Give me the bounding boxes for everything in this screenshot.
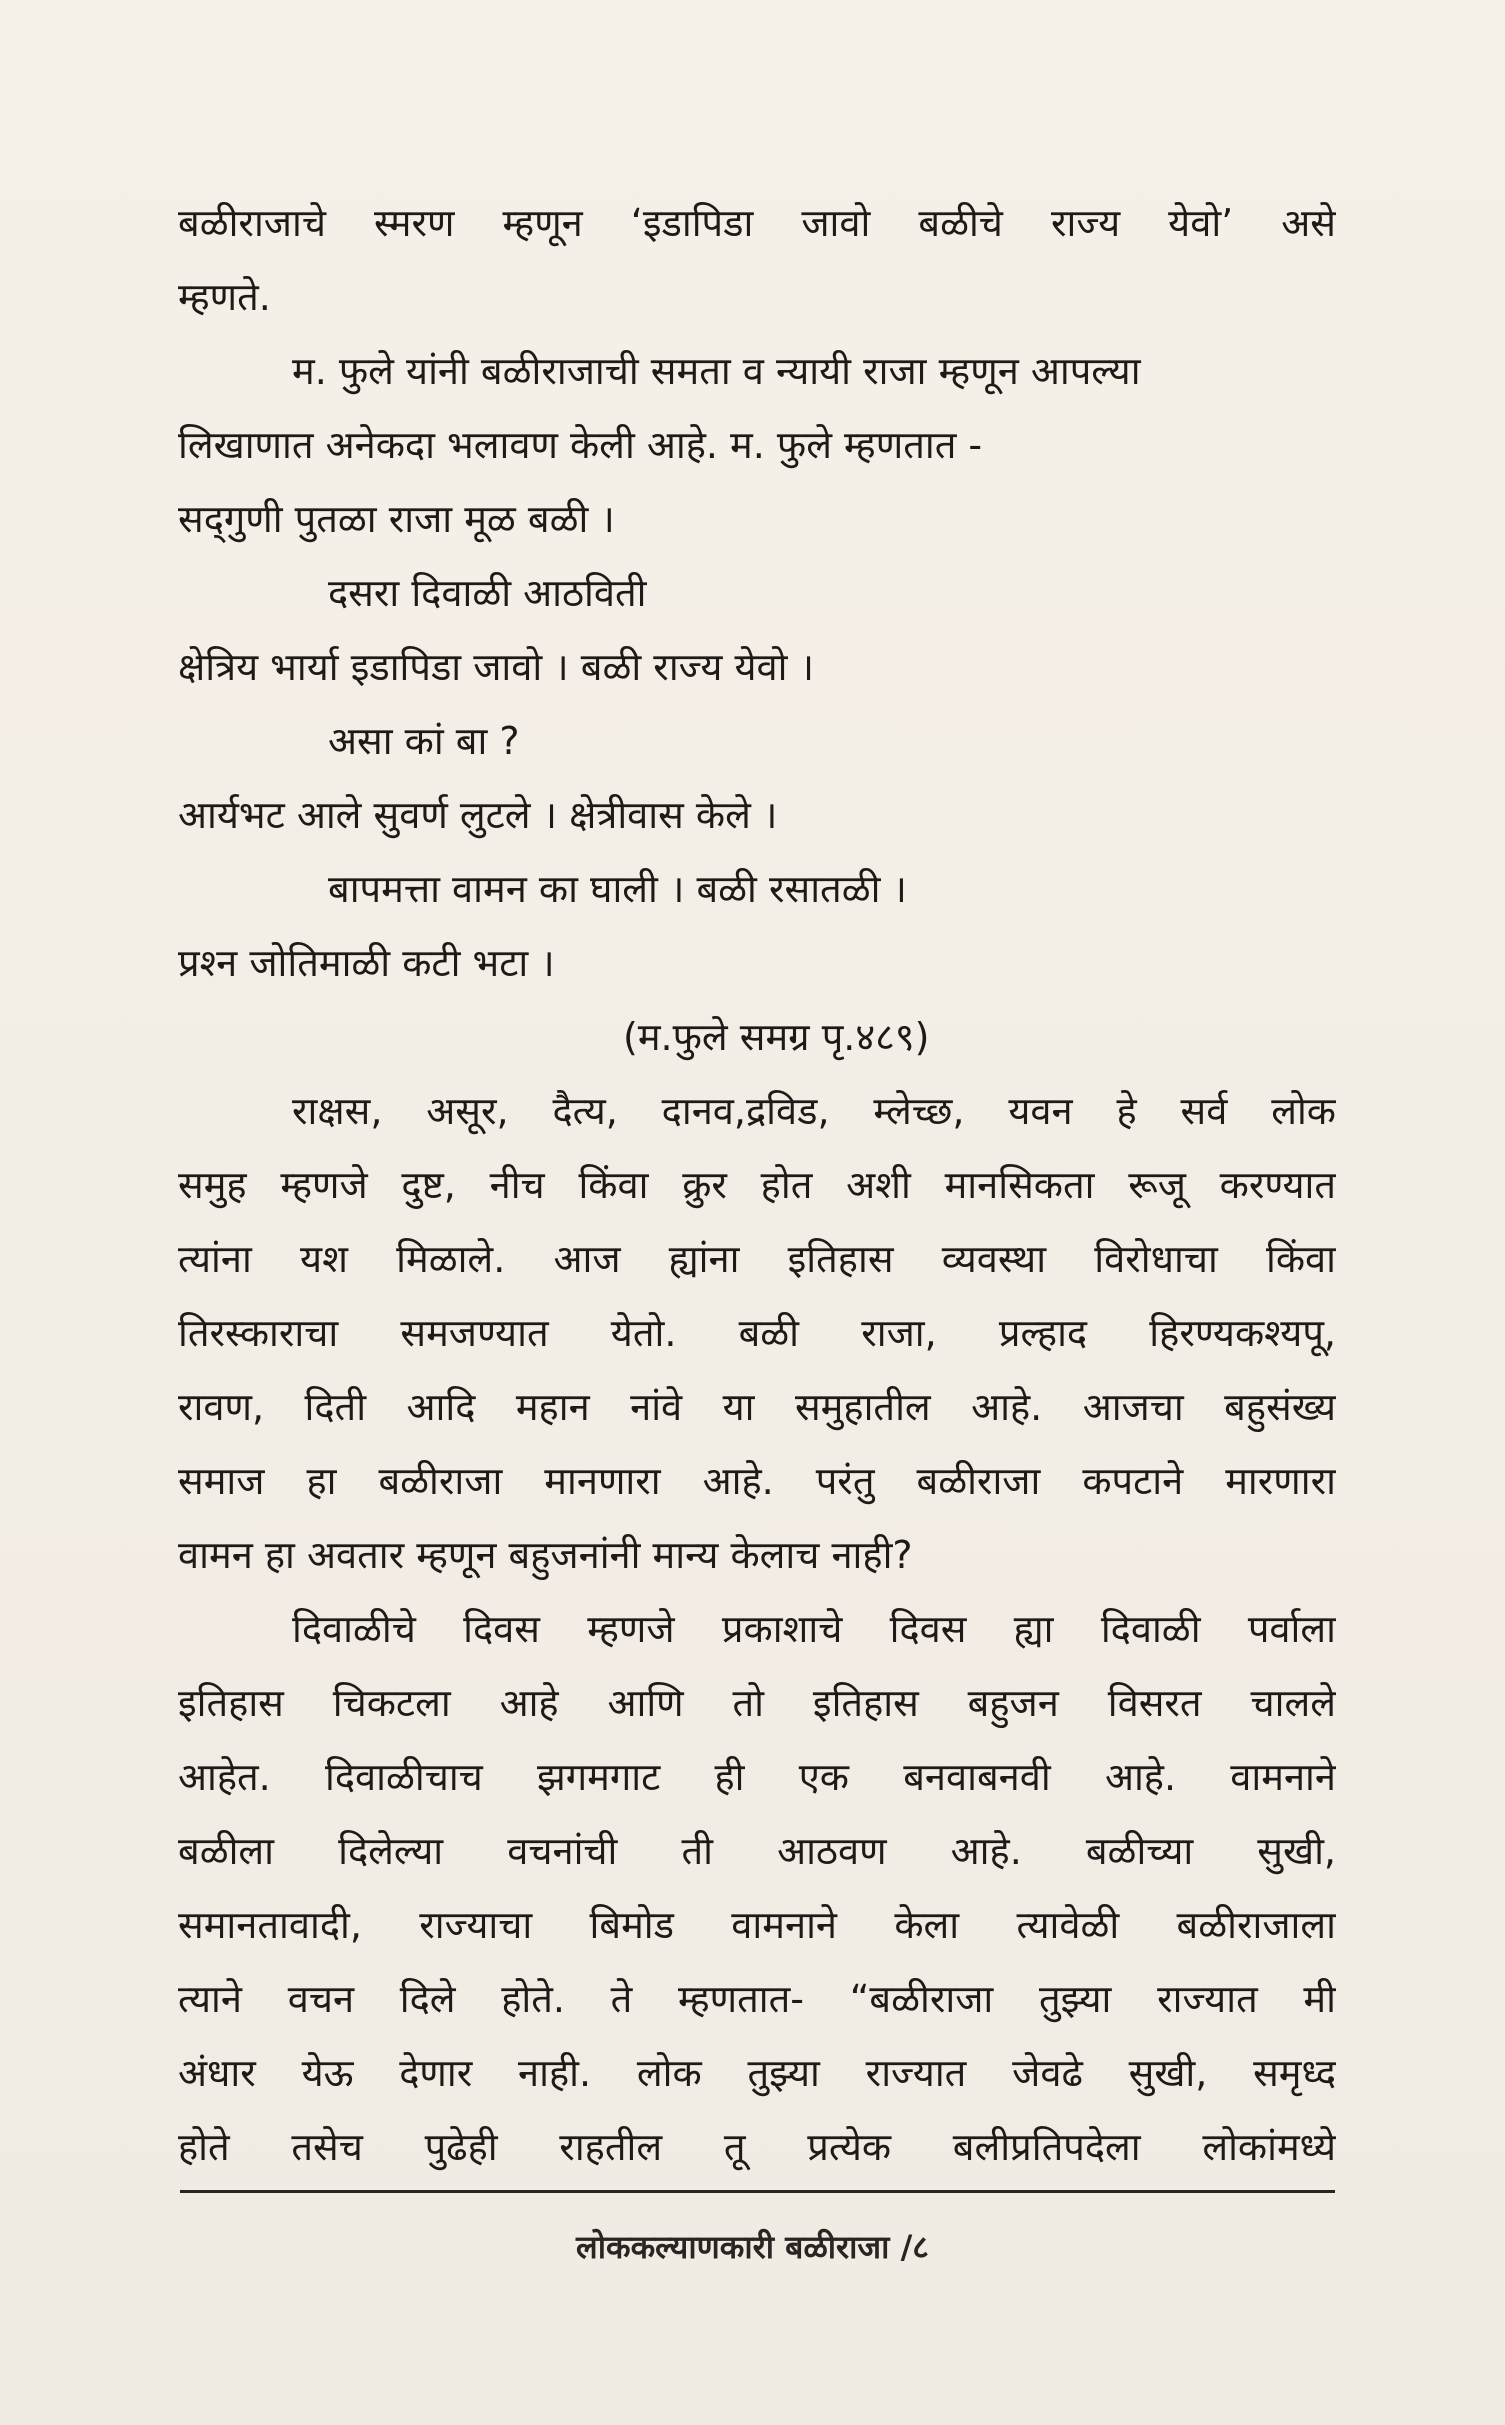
text-line: समाज हा बळीराजा मानणारा आहे. परंतु बळीराजा कपटाने मारणारा xyxy=(178,1459,1336,1503)
text-line: त्याने वचन दिले होते. ते म्हणतात- “बळीराजा तुझ्या राज्यात मी xyxy=(178,1977,1336,2021)
text-line: बळीला दिलेल्या वचनांची ती आठवण आहे. बळीच्या सुखी, xyxy=(178,1829,1336,1873)
verse-line: असा कां बा ? xyxy=(328,719,520,763)
text-line: आहेत. दिवाळीचाच झगमगाट ही एक बनवाबनवी आहे. वामनाने xyxy=(178,1755,1336,1799)
text-line: वामन हा अवतार म्हणून बहुजनांनी मान्य केलाच नाही? xyxy=(178,1533,913,1577)
text-line: तिरस्काराचा समजण्यात येतो. बळी राजा, प्रल्हाद हिरण्यकश्यपू, xyxy=(178,1311,1336,1355)
text-line: त्यांना यश मिळाले. आज ह्यांना इतिहास व्यवस्था विरोधाचा किंवा xyxy=(178,1237,1336,1281)
text-line: अंधार येऊ देणार नाही. लोक तुझ्या राज्यात जेवढे सुखी, समृध्द xyxy=(178,2051,1336,2095)
text-line: समानतावादी, राज्याचा बिमोड वामनाने केला त्यावेळी बळीराजाला xyxy=(178,1903,1336,1947)
page-body-text xyxy=(178,186,1336,2184)
text-line: लिखाणात अनेकदा भलावण केली आहे. म. फुले म्हणतात - xyxy=(178,423,983,467)
text-line: समुह म्हणजे दुष्ट, नीच किंवा क्रुर होत अशी मानसिकता रूजू करण्यात xyxy=(178,1163,1336,1207)
text-line: दिवाळीचे दिवस म्हणजे प्रकाशाचे दिवस ह्या दिवाळी पर्वाला xyxy=(292,1607,1336,1651)
verse-line: क्षेत्रिय भार्या इडापिडा जावो । बळी राज्य येवो । xyxy=(178,645,815,689)
citation: (म.फुले समग्र पृ.४८९) xyxy=(623,1015,930,1059)
verse-line: दसरा दिवाळी आठविती xyxy=(328,571,647,615)
text-line: इतिहास चिकटला आहे आणि तो इतिहास बहुजन विसरत चालले xyxy=(178,1681,1336,1725)
text-line: रावण, दिती आदि महान नांवे या समुहातील आहे. आजचा बहुसंख्य xyxy=(178,1385,1336,1429)
text-line: म्हणते. xyxy=(178,275,271,319)
text-line: होते तसेच पुढेही राहतील तू प्रत्येक बलीप्रतिपदेला लोकांमध्ये xyxy=(178,2125,1336,2169)
verse-line: सद्‌गुणी पुतळा राजा मूळ बळी । xyxy=(178,497,615,541)
text-line: म. फुले यांनी बळीराजाची समता व न्यायी राजा म्हणून आपल्या xyxy=(292,349,1141,393)
footer-rule xyxy=(180,2190,1335,2193)
verse-line: बापमत्ता वामन का घाली । बळी रसातळी । xyxy=(328,867,907,911)
text-line: बळीराजाचे स्मरण म्हणून ‘इडापिडा जावो बळीचे राज्य येवो’ असे xyxy=(178,201,1336,245)
text-line: राक्षस, असूर, दैत्य, दानव,द्रविड, म्लेच्छ, यवन हे सर्व लोक xyxy=(292,1089,1336,1133)
verse-line: आर्यभट आले सुवर्ण लुटले । क्षेत्रीवास केले । xyxy=(178,793,778,837)
page-footer: लोककल्याणकारी बळीराजा /८ xyxy=(576,2228,929,2266)
verse-line: प्रश्‍न जोतिमाळी कटी भटा । xyxy=(178,941,555,985)
